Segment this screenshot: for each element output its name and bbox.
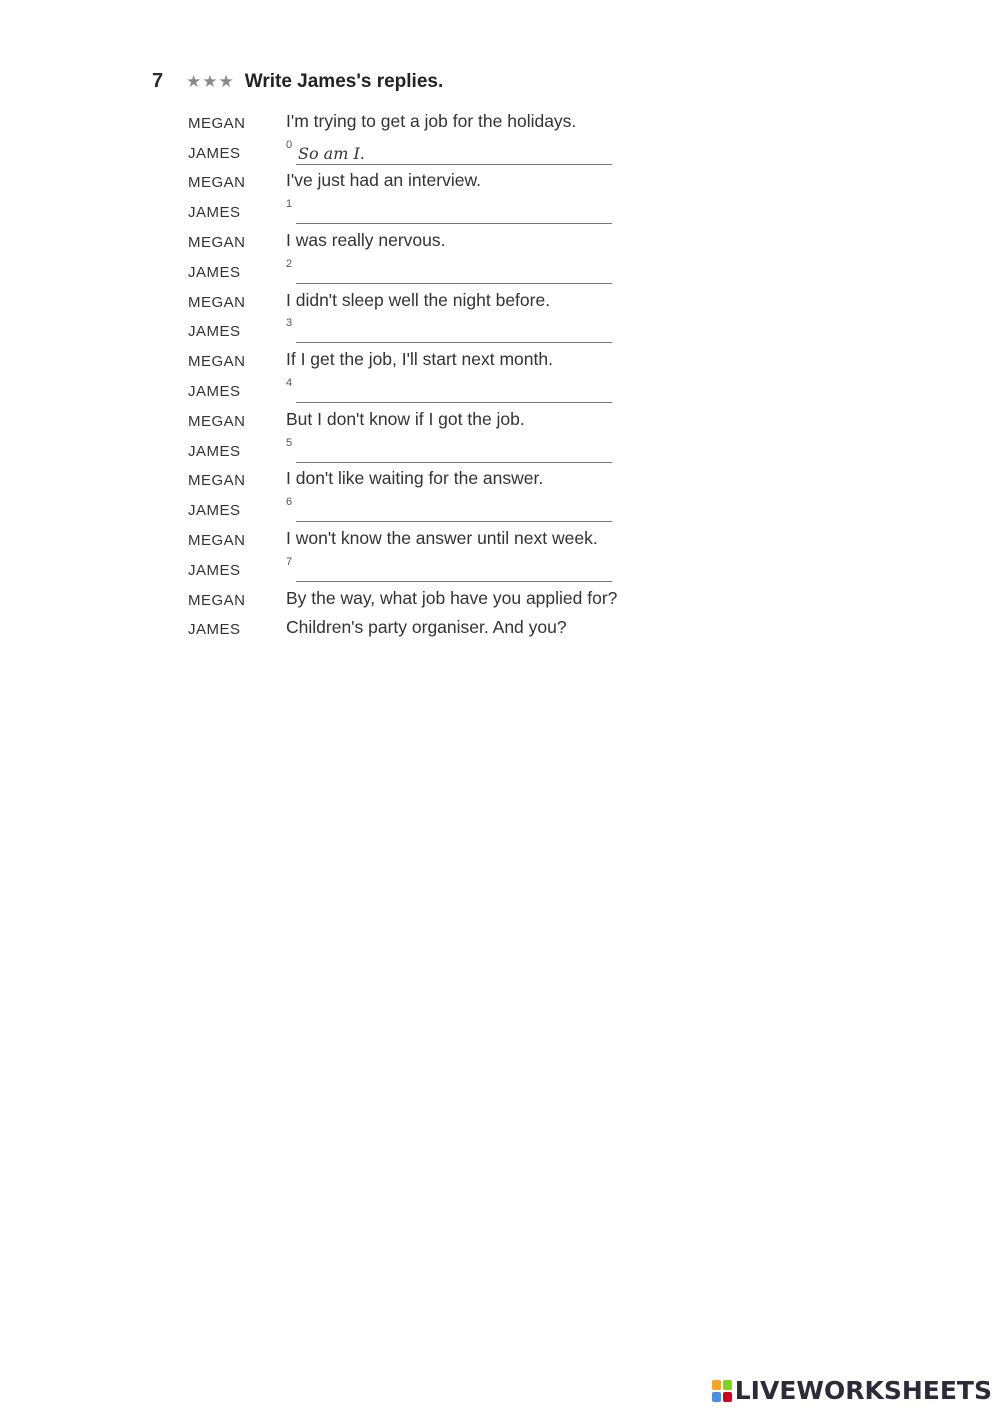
answer-slot [286,198,612,224]
speaker-name: JAMES [188,442,241,460]
answer-blank[interactable] [296,382,612,403]
question-number: 0 [286,138,293,151]
dialogue-line: I'm trying to get a job for the holidays. [286,110,577,131]
dialogue-row [188,105,668,135]
dialogue-line: I didn't sleep well the night before. [286,289,551,310]
speaker-name: MEGAN [188,531,246,549]
dialogue-row [188,582,668,612]
answer-slot [286,376,612,403]
exercise-title: Write James's replies. [244,71,444,92]
speaker-name: MEGAN [188,293,246,311]
speaker-name: JAMES [188,502,241,520]
exercise-header [152,70,443,93]
question-number: 5 [286,436,293,449]
dialogue-line: I won't know the answer until next week. [286,527,598,548]
logo-icon [712,1380,732,1402]
answer-blank[interactable] [296,263,612,284]
dialogue-row [188,254,668,284]
dialogue-row [188,492,668,522]
dialogue-row [188,612,668,642]
dialogue-row [188,135,668,165]
dialogue-row [188,165,668,195]
answer-blank[interactable] [296,561,612,582]
speaker-name: JAMES [188,323,241,341]
answer-slot [286,555,612,582]
dialogue-row [188,373,668,403]
dialogue-row [188,343,668,373]
answer-slot [286,257,612,284]
dialogue-row [188,433,668,463]
dialogue-row [188,284,668,314]
speaker-name: MEGAN [188,353,246,371]
dialogue-line: By the way, what job have you applied for? [286,587,618,608]
speaker-name: MEGAN [188,174,246,192]
liveworksheets-logo [712,1376,992,1405]
answer-blank[interactable] [296,203,612,224]
answer-slot [286,317,612,343]
speaker-name: JAMES [188,561,241,579]
speaker-name: MEGAN [188,472,246,490]
speaker-name: MEGAN [188,412,246,430]
dialogue-line: But I don't know if I got the job. [286,408,525,429]
dialogue-row [188,463,668,493]
question-number: 6 [286,496,293,509]
dialogue-row [188,403,668,433]
answer-slot [286,496,612,522]
difficulty-stars-icon: ★★★ [186,72,235,91]
speaker-name: JAMES [188,144,241,162]
logo-text: LIVEWORKSHEETS [734,1376,992,1405]
question-number: 2 [286,257,293,270]
answer-blank[interactable]: So am I. [296,144,612,165]
dialogue-row [188,224,668,254]
question-number: 7 [286,555,293,568]
answer-slot [286,138,612,165]
speaker-name: MEGAN [188,114,246,132]
question-number: 4 [286,376,293,389]
dialogue-line: I was really nervous. [286,229,446,250]
question-number: 3 [286,317,293,330]
dialogue-line: Children's party organiser. And you? [286,617,567,638]
dialogue-line: I've just had an interview. [286,170,481,191]
speaker-name: JAMES [188,382,241,400]
speaker-name: MEGAN [188,591,246,609]
dialogue-row [188,194,668,224]
dialogue-row [188,314,668,344]
speaker-name: MEGAN [188,233,246,251]
dialogue-row [188,522,668,552]
question-number: 1 [286,198,293,211]
dialogue [188,105,668,641]
answer-blank[interactable] [296,501,612,522]
dialogue-row [188,552,668,582]
answer-slot [286,436,612,463]
speaker-name: JAMES [188,204,241,222]
dialogue-line: If I get the job, I'll start next month. [286,349,553,370]
exercise-number: 7 [152,70,164,92]
speaker-name: JAMES [188,621,241,639]
speaker-name: JAMES [188,263,241,281]
dialogue-line: I don't like waiting for the answer. [286,468,544,489]
answer-blank[interactable] [296,322,612,343]
answer-blank[interactable] [296,442,612,463]
